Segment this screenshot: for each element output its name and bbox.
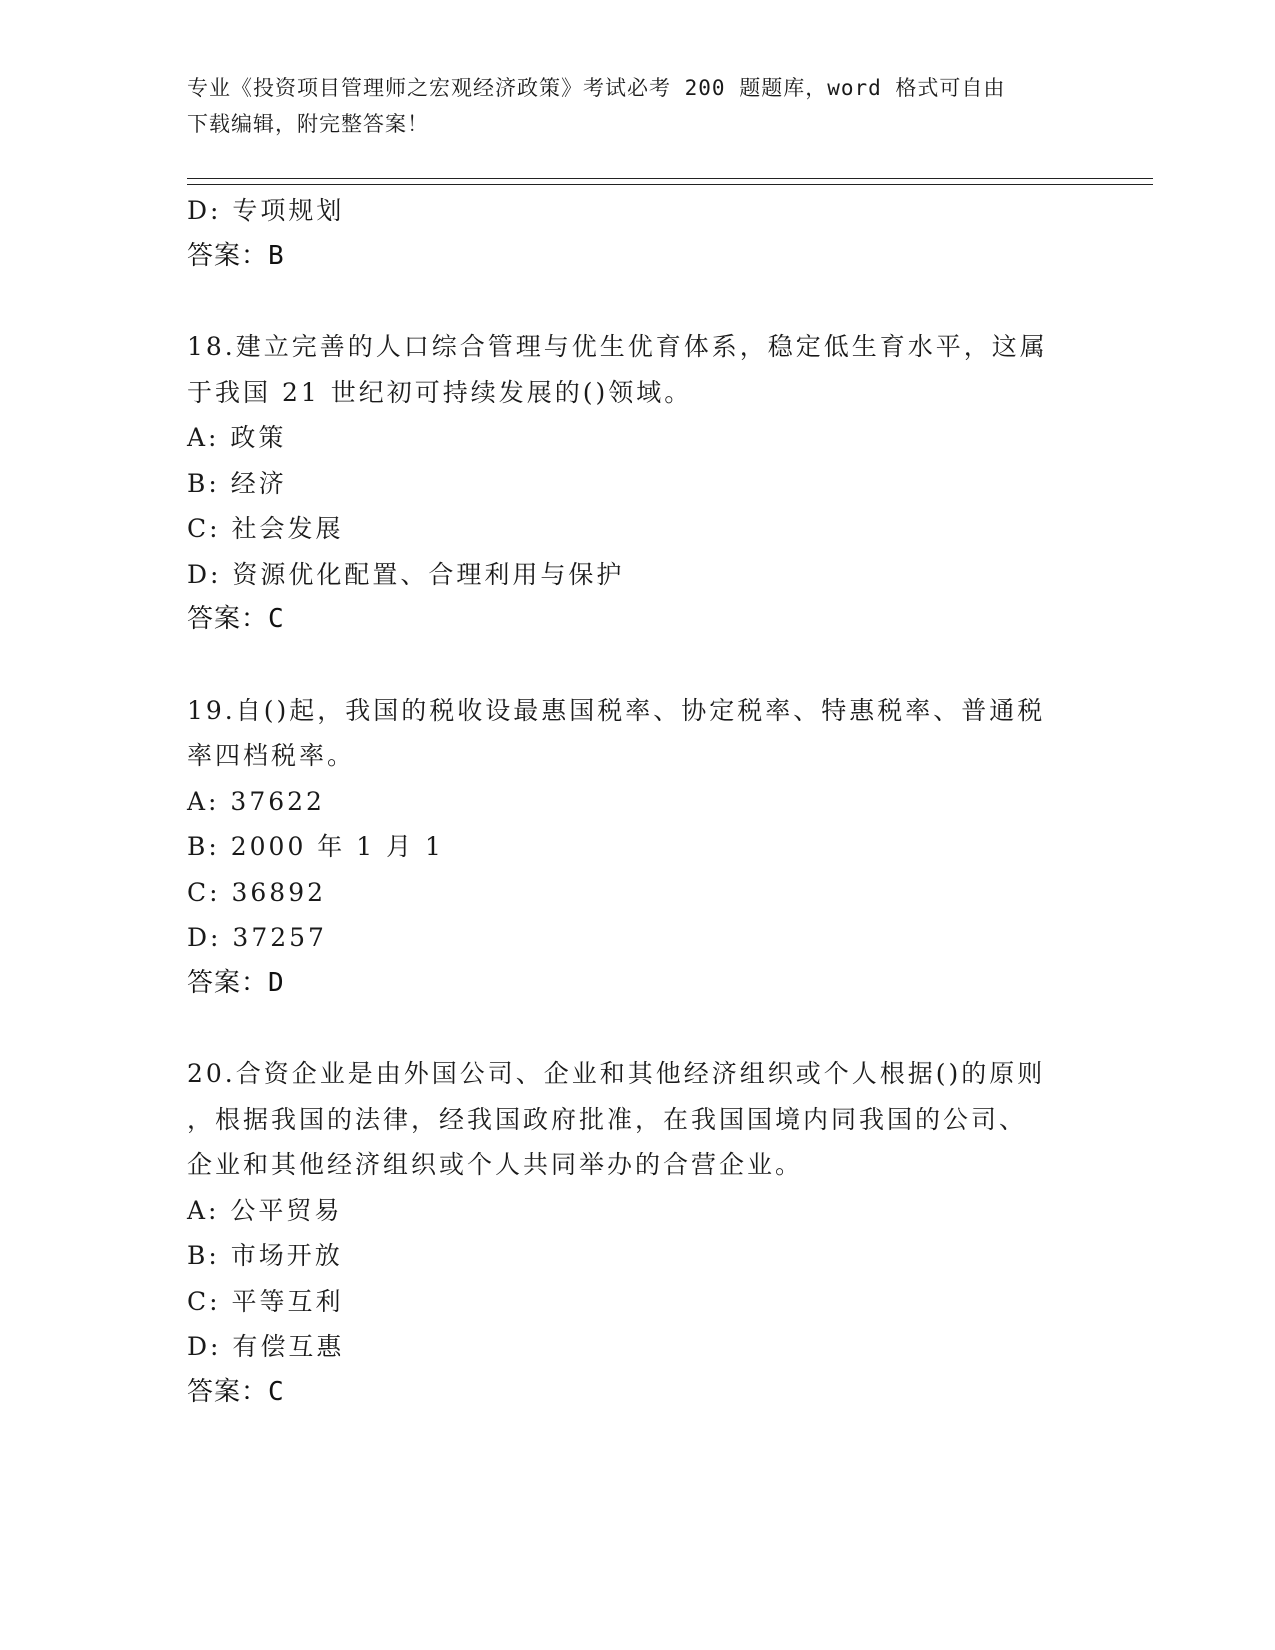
header-divider-bottom (187, 184, 1153, 185)
header-divider-top (187, 178, 1153, 179)
question-19 (187, 688, 1087, 1007)
option-d: D: 有偿互惠 (187, 1332, 345, 1361)
question-text-line: 20.合资企业是由外国公司、企业和其他经济组织或个人根据()的原则 (187, 1059, 1046, 1088)
carryover-block (187, 188, 1087, 279)
question-text-line: 19.自()起，我国的税收设最惠国税率、协定税率、特惠税率、普通税 (187, 695, 1046, 725)
option-d: D: 专项规划 (187, 196, 345, 225)
answer-line: 答案：D (187, 967, 285, 998)
question-text-line: 于我国 21 世纪初可持续发展的()领域。 (187, 377, 693, 407)
question-20 (187, 1051, 1087, 1415)
header-line-1: 专业《投资项目管理师之宏观经济政策》考试必考 200 题题库，word 格式可自由 (187, 76, 1006, 100)
answer-line: 答案：C (187, 1376, 285, 1407)
option-a: A: 37622 (187, 786, 325, 816)
answer-line: 答案：C (187, 604, 285, 634)
option-c: C: 平等互利 (187, 1286, 344, 1316)
header-line-2: 下载编辑，附完整答案！ (187, 112, 429, 136)
option-a: A: 政策 (187, 423, 287, 452)
question-text-line: ，根据我国的法律，经我国政府批准，在我国国境内同我国的公司、 (187, 1104, 1028, 1134)
option-b: B: 经济 (187, 468, 287, 498)
document-header (187, 70, 1087, 142)
option-b: B: 市场开放 (187, 1241, 343, 1270)
question-content (187, 188, 1087, 1415)
option-a: A: 公平贸易 (187, 1195, 343, 1225)
option-d: D: 资源优化配置、合理利用与保护 (187, 559, 625, 589)
option-d: D: 37257 (187, 923, 327, 952)
question-text-line: 率四档税率。 (187, 741, 356, 770)
option-c: C: 36892 (187, 877, 327, 907)
option-b: B: 2000 年 1 月 1 (187, 832, 444, 861)
question-text-line: 18.建立完善的人口综合管理与优生优育体系，稳定低生育水平，这属 (187, 332, 1048, 361)
answer-line: 答案：B (187, 240, 285, 271)
question-text-line: 企业和其他经济组织或个人共同举办的合营企业。 (187, 1150, 804, 1179)
question-18 (187, 324, 1087, 643)
option-c: C: 社会发展 (187, 514, 344, 543)
